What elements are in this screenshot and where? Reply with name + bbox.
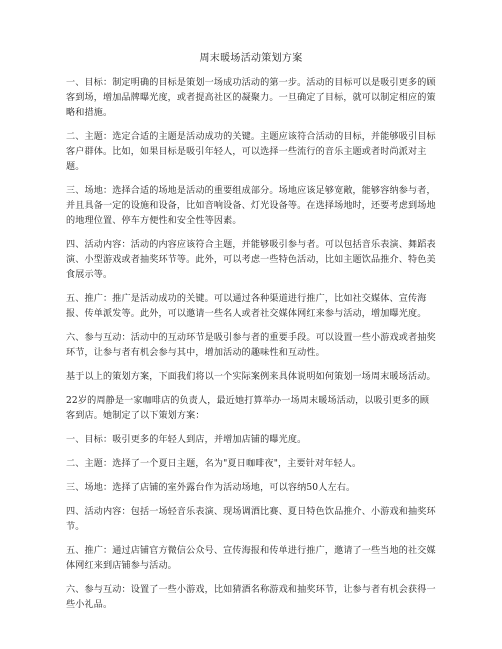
paragraph-case-venue: 三、场地：选择了店铺的室外露台作为活动场地，可以容纳50人左右。	[66, 483, 356, 493]
paragraph-content: 四、活动内容：活动的内容应该符合主题，并能够吸引参与者。可以包括音乐表演、舞蹈表演、小型游戏或者抽奖环节等。此外，可以考虑一些特色活动，比如主题饮品推介、特色美食展示等。	[66, 240, 436, 280]
paragraph-case-interaction: 六、参与互动：设置了一些小游戏，比如猜酒名称游戏和抽奖环节，让参与者有机会获得一些小礼品。	[66, 585, 436, 610]
paragraph-transition: 基于以上的策划方案，下面我们将以一个实际案例来具体说明如何策划一场周末暖场活动。	[66, 372, 436, 382]
paragraph-case-goal: 一、目标：吸引更多的年轻人到店，并增加店铺的曝光度。	[66, 435, 307, 445]
paragraph-goal: 一、目标：制定明确的目标是策划一场成功活动的第一步。活动的目标可以是吸引更多的顾客到场，增加品牌曝光度，或者提高社区的凝聚力。一旦确定了目标，就可以制定相应的策略和措施。	[66, 78, 436, 118]
paragraph-case-theme: 二、主题：选择了一个夏日主题，名为"夏日咖啡夜"，主要针对年轻人。	[66, 459, 362, 469]
paragraph-venue: 三、场地：选择合适的场地是活动的重要组成部分。场地应该足够宽敞，能够容纳参与者，并且具备一定的设施和设备，比如音响设备、灯光设备等。在选择场地时，还要考虑到场地的地理位置、停车方便性和安全性等因素。	[66, 186, 436, 226]
paragraph-interaction: 六、参与互动：活动中的互动环节是吸引参与者的重要手段。可以设置一些小游戏或者抽奖环节，让参与者有机会参与其中，增加活动的趣味性和互动性。	[66, 333, 436, 358]
paragraph-case-content: 四、活动内容：包括一场轻音乐表演、现场调酒比赛、夏日特色饮品推介、小游戏和抽奖环节。	[66, 507, 436, 532]
document-title: 周末暖场活动策划方案	[199, 53, 303, 64]
paragraph-case-intro: 22岁的周静是一家咖啡店的负责人，最近她打算举办一场周末暖场活动，以吸引更多的顾客到店。她制定了以下策划方案：	[66, 396, 430, 421]
paragraph-case-promotion: 五、推广：通过店铺官方微信公众号、宣传海报和传单进行推广，邀请了一些当地的社交媒体网红来到店铺参与活动。	[66, 546, 436, 571]
paragraph-theme: 二、主题：选定合适的主题是活动成功的关键。主题应该符合活动的目标，并能够吸引目标客户群体。比如，如果目标是吸引年轻人，可以选择一些流行的音乐主题或者时尚派对主题。	[66, 132, 436, 172]
paragraph-promotion: 五、推广：推广是活动成功的关键。可以通过各种渠道进行推广，比如社交媒体、宣传海报、传单派发等。此外，可以邀请一些名人或者社交媒体网红来参与活动，增加曝光度。	[66, 294, 427, 319]
